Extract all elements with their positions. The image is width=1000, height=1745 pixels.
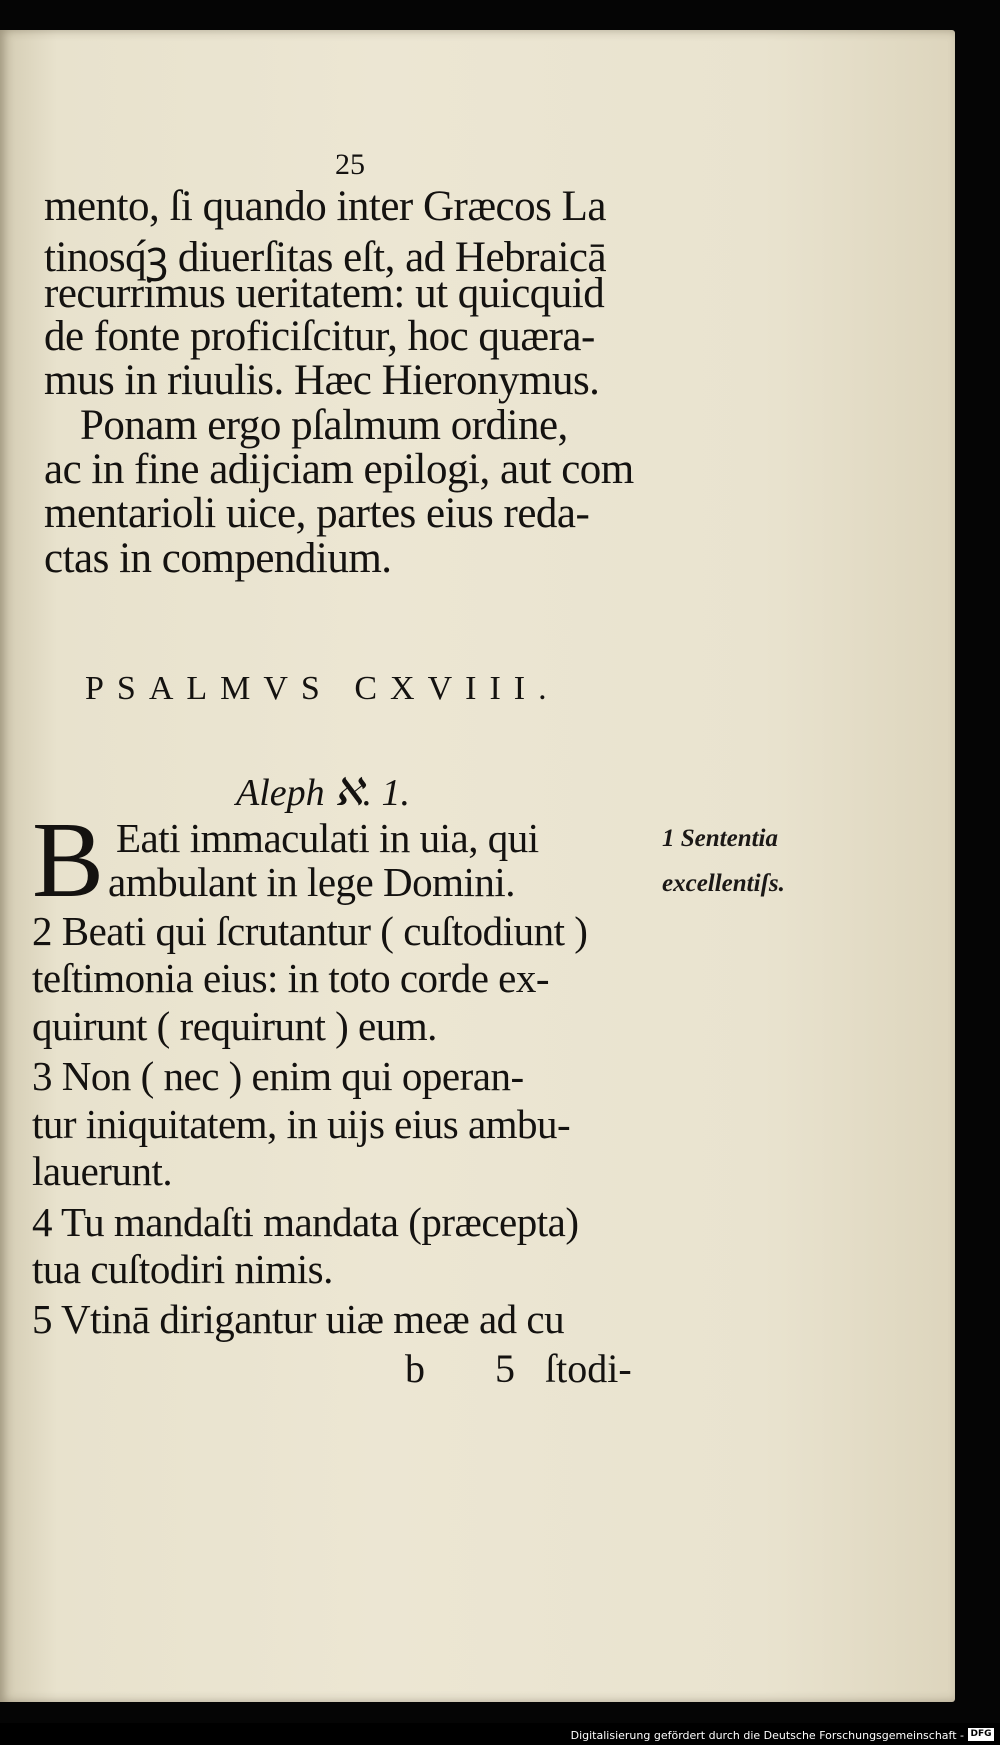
intro-line: ctas in compendium. (44, 535, 392, 582)
footer-credit: Digitalisierung gefördert durch die Deutsche Forschungsgemeinschaft - (570, 1729, 964, 1742)
verse-line: ambulant in lege Domini. (108, 859, 516, 905)
verse-line: quirunt ( requirunt ) eum. (32, 1003, 437, 1049)
book-page (0, 30, 955, 1702)
intro-line: mento, ſi quando inter Græcos La (44, 183, 606, 230)
intro-line: ac in fine adijciam epilogi, aut com (44, 446, 634, 493)
intro-line: Ponam ergo pſalmum ordine, (80, 402, 568, 449)
page-number: 25 (335, 148, 365, 181)
verse-line: lauerunt. (32, 1148, 173, 1194)
verse-line: 4 Tu mandaſti mandata (præcepta) (32, 1199, 579, 1245)
psalm-heading: PSALMVS CXVIII. (85, 670, 560, 707)
intro-line: mus in riuulis. Hæc Hieronymus. (44, 357, 600, 404)
signature-mark: b 5 (405, 1346, 545, 1391)
margin-note: excellentiſs. (662, 870, 785, 897)
intro-line: mentarioli uice, partes eius reda- (44, 490, 590, 537)
intro-line: de fonte proficiſcitur, hoc quæra- (44, 313, 595, 360)
aleph-label: Aleph ℵ. 1. (236, 772, 410, 814)
catchword: ſtodi- (545, 1346, 632, 1391)
footer-bar (0, 1723, 1000, 1745)
verse-line: 5 Vtinā dirigantur uiæ meæ ad cu (32, 1296, 565, 1342)
dfg-logo: DFG (968, 1728, 994, 1741)
verse-line: teſtimonia eius: in toto corde ex- (32, 955, 550, 1001)
drop-cap: B (32, 801, 105, 920)
verse-line: 3 Non ( nec ) enim qui operan- (32, 1053, 524, 1099)
verse-line: tur iniquitatem, in uijs eius ambu- (32, 1101, 571, 1147)
intro-line: recurrimus ueritatem: ut quicquid (44, 270, 605, 317)
margin-note: 1 Sententia (662, 825, 778, 852)
verse-line: Eati immaculati in uia, qui (116, 815, 539, 861)
verse-line: 2 Beati qui ſcrutantur ( cuſtodiunt ) (32, 908, 588, 954)
intro-line: tinosq́ꝫ diuerſitas eſt, ad Hebraicā (44, 234, 607, 281)
verse-line: tua cuſtodiri nimis. (32, 1246, 333, 1292)
